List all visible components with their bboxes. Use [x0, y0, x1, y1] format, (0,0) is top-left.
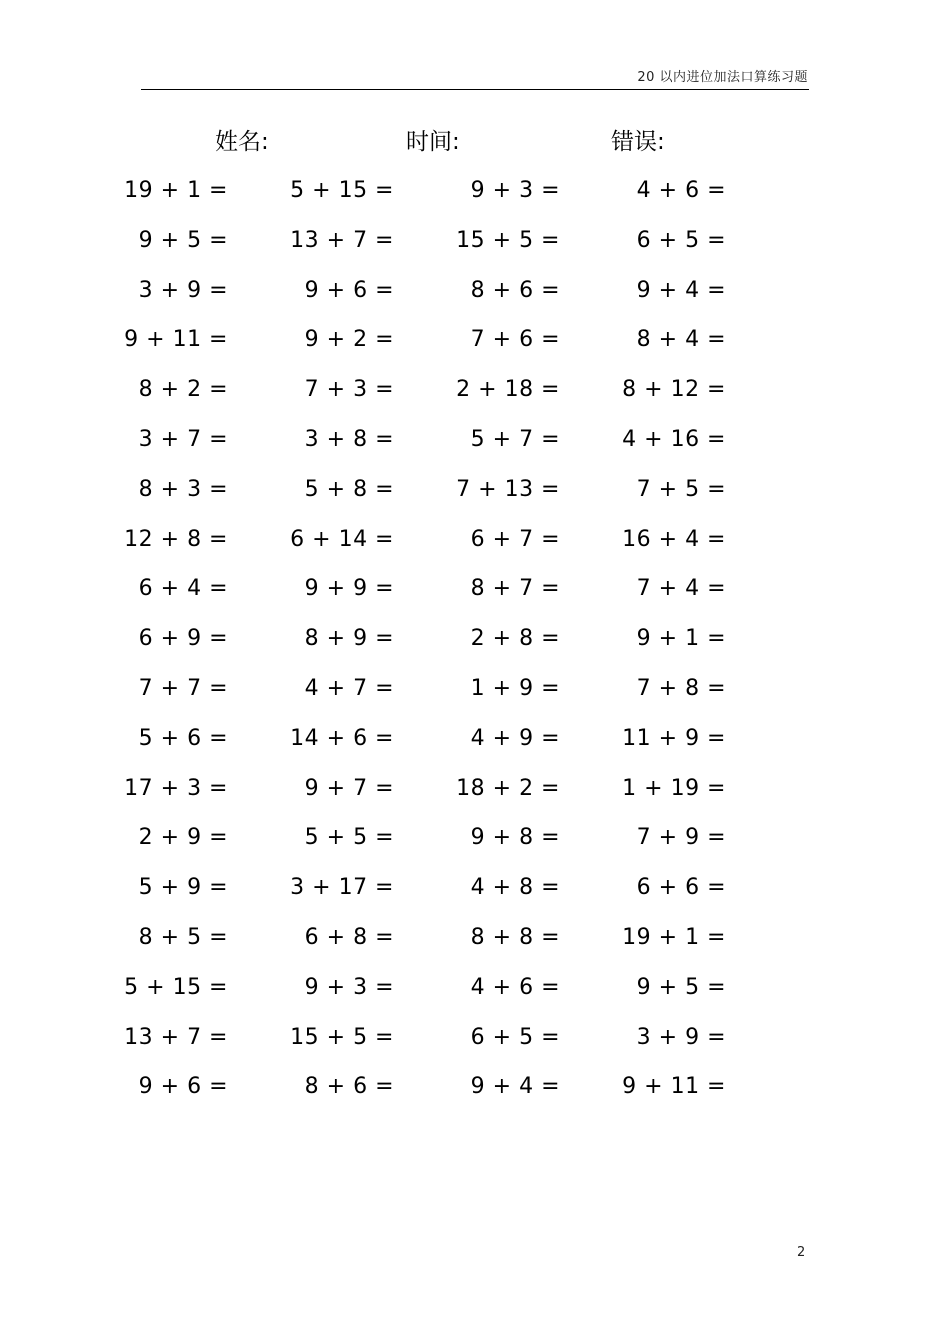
problem-item: 6 + 7 =	[470, 526, 560, 552]
problem-item: 9 + 5 =	[636, 974, 726, 1000]
problem-item: 8 + 6 =	[304, 1074, 394, 1100]
problem-item: 9 + 4 =	[636, 277, 726, 303]
problem-row	[0, 614, 950, 664]
problem-item: 1 + 9 =	[470, 675, 560, 701]
problem-item: 6 + 6 =	[636, 875, 726, 901]
problem-row	[0, 365, 950, 415]
problem-item: 8 + 9 =	[304, 626, 394, 652]
problem-item: 15 + 5 =	[290, 1024, 394, 1050]
problem-item: 12 + 8 =	[124, 526, 228, 552]
problem-item: 8 + 7 =	[470, 576, 560, 602]
problem-item: 5 + 6 =	[138, 725, 228, 751]
problem-item: 9 + 6 =	[138, 1074, 228, 1100]
problem-item: 19 + 1 =	[124, 178, 228, 203]
problem-item: 8 + 6 =	[470, 277, 560, 303]
problem-item: 7 + 3 =	[304, 377, 394, 403]
problem-item: 8 + 8 =	[470, 924, 560, 950]
problem-item: 7 + 7 =	[138, 675, 228, 701]
problem-row	[0, 315, 950, 365]
problem-item: 3 + 17 =	[290, 875, 394, 901]
problem-item: 14 + 6 =	[290, 725, 394, 751]
problem-item: 9 + 11 =	[124, 327, 228, 353]
problem-row	[0, 1013, 950, 1063]
problem-item: 9 + 11 =	[622, 1074, 726, 1100]
problem-row	[0, 813, 950, 863]
worksheet-header-title: 20 以内进位加法口算练习题	[637, 70, 808, 85]
problem-item: 9 + 6 =	[304, 277, 394, 303]
problem-item: 6 + 5 =	[470, 1024, 560, 1050]
problem-item: 4 + 9 =	[470, 725, 560, 751]
problem-row	[0, 764, 950, 814]
problem-item: 7 + 6 =	[470, 327, 560, 353]
problem-item: 17 + 3 =	[124, 775, 228, 801]
problem-item: 9 + 9 =	[304, 576, 394, 602]
problem-item: 15 + 5 =	[456, 227, 560, 253]
problem-item: 5 + 9 =	[138, 875, 228, 901]
problem-item: 7 + 4 =	[636, 576, 726, 602]
problem-item: 8 + 5 =	[138, 924, 228, 950]
problem-item: 3 + 7 =	[138, 426, 228, 452]
problem-item: 8 + 4 =	[636, 327, 726, 353]
problem-item: 1 + 19 =	[622, 775, 726, 801]
problem-item: 7 + 9 =	[636, 825, 726, 851]
problem-item: 9 + 2 =	[304, 327, 394, 353]
problem-row	[0, 266, 950, 316]
problem-item: 2 + 8 =	[470, 626, 560, 652]
problem-item: 3 + 9 =	[138, 277, 228, 303]
problem-item: 5 + 5 =	[304, 825, 394, 851]
problem-row	[0, 664, 950, 714]
time-label: 时间:	[406, 129, 460, 155]
problem-row	[0, 564, 950, 614]
problem-item: 11 + 9 =	[622, 725, 726, 751]
problem-item: 5 + 15 =	[290, 178, 394, 203]
problem-item: 9 + 3 =	[304, 974, 394, 1000]
problem-item: 5 + 8 =	[304, 476, 394, 502]
student-info-row	[0, 126, 950, 158]
problem-item: 9 + 4 =	[470, 1074, 560, 1100]
problem-item: 9 + 3 =	[470, 178, 560, 203]
problem-item: 3 + 8 =	[304, 426, 394, 452]
problem-item: 6 + 4 =	[138, 576, 228, 602]
problem-item: 5 + 7 =	[470, 426, 560, 452]
problem-item: 3 + 9 =	[636, 1024, 726, 1050]
problem-item: 4 + 16 =	[622, 426, 726, 452]
problem-item: 8 + 2 =	[138, 377, 228, 403]
problem-row	[0, 216, 950, 266]
problem-row	[0, 465, 950, 515]
problem-item: 5 + 15 =	[124, 974, 228, 1000]
problem-item: 6 + 8 =	[304, 924, 394, 950]
problem-item: 6 + 14 =	[290, 526, 394, 552]
name-label: 姓名:	[215, 129, 269, 155]
header-divider	[141, 89, 809, 90]
problem-item: 6 + 9 =	[138, 626, 228, 652]
problem-item: 4 + 6 =	[470, 974, 560, 1000]
problem-item: 6 + 5 =	[636, 227, 726, 253]
problem-item: 9 + 7 =	[304, 775, 394, 801]
problem-item: 9 + 5 =	[138, 227, 228, 253]
problem-item: 7 + 5 =	[636, 476, 726, 502]
problem-item: 2 + 9 =	[138, 825, 228, 851]
problem-item: 9 + 8 =	[470, 825, 560, 851]
problem-row	[0, 714, 950, 764]
errors-label: 错误:	[611, 129, 665, 155]
problem-row	[0, 913, 950, 963]
problem-item: 18 + 2 =	[456, 775, 560, 801]
problem-item: 7 + 13 =	[456, 476, 560, 502]
problem-row	[0, 963, 950, 1013]
problem-item: 2 + 18 =	[456, 377, 560, 403]
problem-item: 4 + 7 =	[304, 675, 394, 701]
problem-row	[0, 1062, 950, 1112]
problem-row	[0, 863, 950, 913]
problem-item: 13 + 7 =	[290, 227, 394, 253]
problem-item: 4 + 8 =	[470, 875, 560, 901]
problem-item: 9 + 1 =	[636, 626, 726, 652]
problem-row	[0, 415, 950, 465]
problem-grid	[0, 166, 950, 1112]
problem-row	[0, 515, 950, 565]
problem-item: 13 + 7 =	[124, 1024, 228, 1050]
problem-row	[0, 166, 950, 216]
problem-item: 4 + 6 =	[636, 178, 726, 203]
problem-item: 19 + 1 =	[622, 924, 726, 950]
problem-item: 16 + 4 =	[622, 526, 726, 552]
problem-item: 8 + 12 =	[622, 377, 726, 403]
problem-item: 7 + 8 =	[636, 675, 726, 701]
problem-item: 8 + 3 =	[138, 476, 228, 502]
page-number: 2	[797, 1245, 806, 1260]
